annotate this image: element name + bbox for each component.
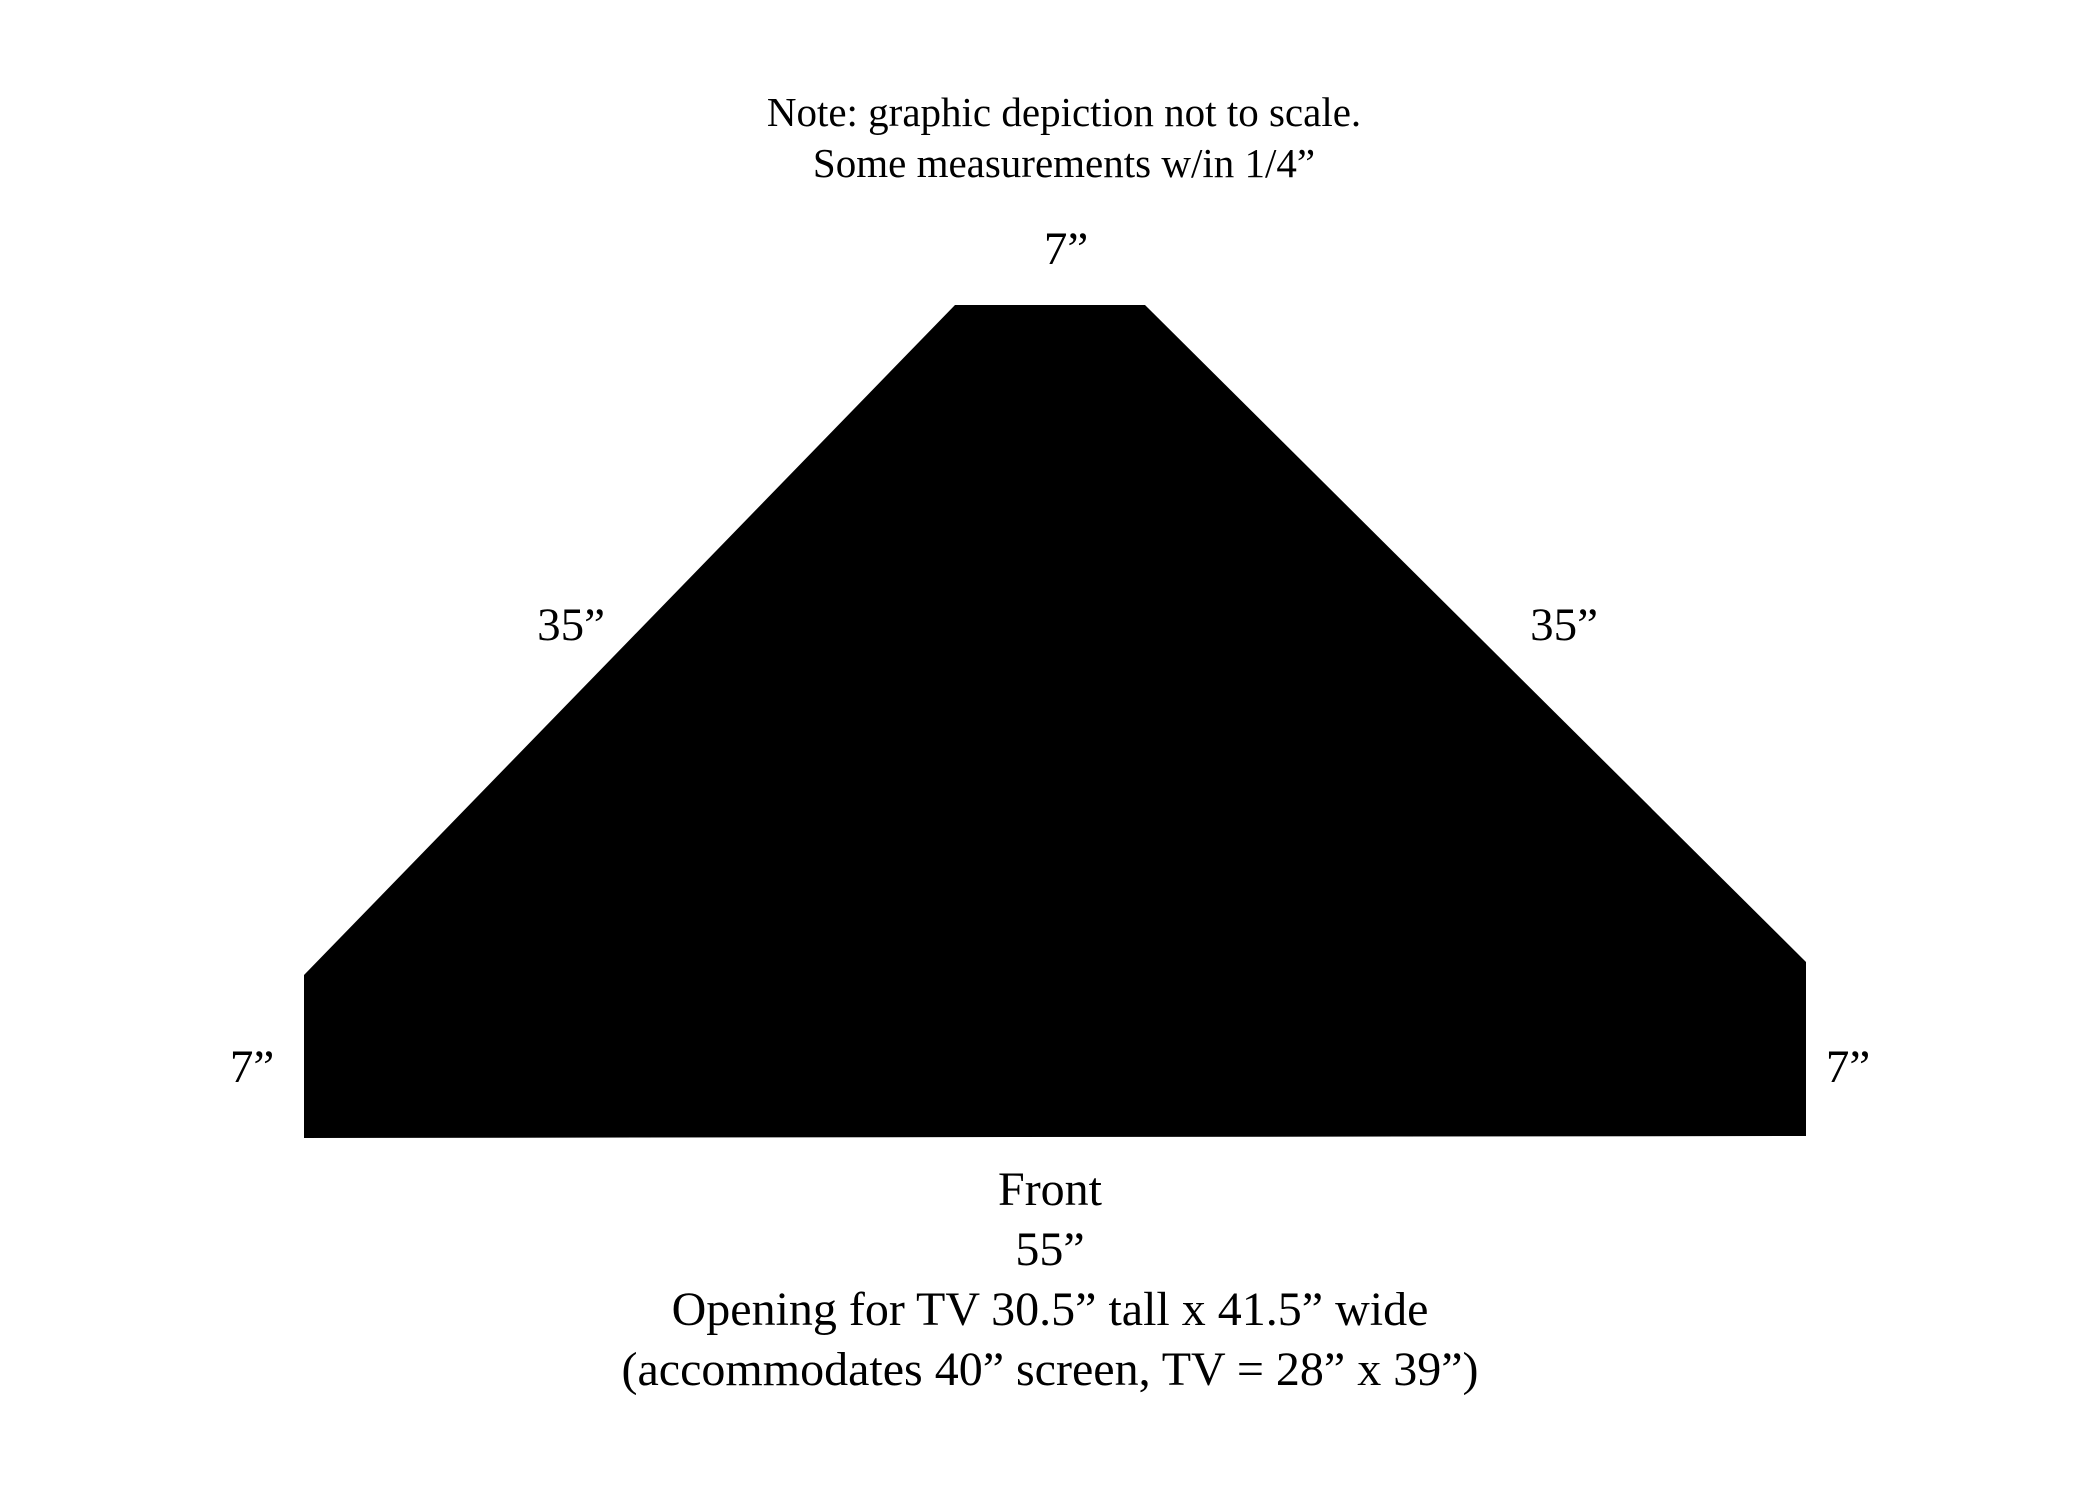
front-label: Front xyxy=(997,1163,1103,1216)
note-not-to-scale: Note: graphic depiction not to scale. xyxy=(766,89,1362,135)
left-slant-dimension: 35” xyxy=(537,599,605,651)
right-slant-dimension: 35” xyxy=(1530,599,1598,651)
tv-accommodates-label: (accommodates 40” screen, TV = 28” x 39”) xyxy=(621,1343,1479,1396)
left-side-dimension: 7” xyxy=(229,1041,275,1093)
corner-unit-top-shape xyxy=(304,305,1806,1138)
tv-opening-label: Opening for TV 30.5” tall x 41.5” wide xyxy=(671,1283,1429,1336)
front-width-dimension: 55” xyxy=(1015,1223,1085,1276)
note-measurement-tolerance: Some measurements w/in 1/4” xyxy=(812,140,1316,186)
right-side-dimension: 7” xyxy=(1825,1041,1871,1093)
top-edge-dimension: 7” xyxy=(1043,223,1089,275)
